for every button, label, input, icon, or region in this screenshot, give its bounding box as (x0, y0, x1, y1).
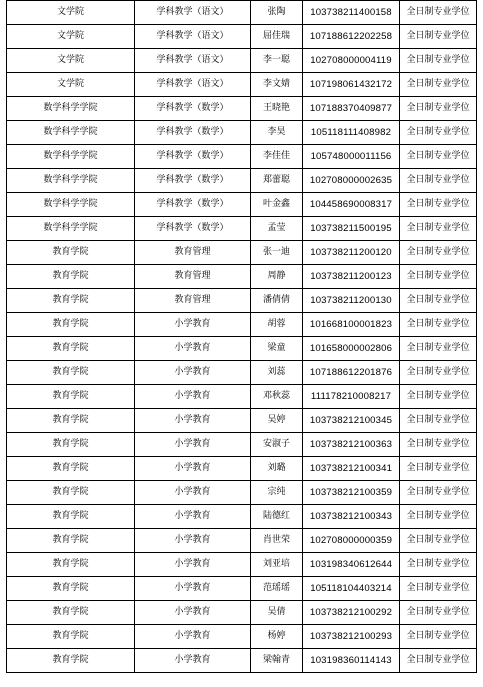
degree-type-cell: 全日制专业学位 (400, 529, 477, 553)
college-cell: 教育学院 (7, 265, 135, 289)
table-row (7, 313, 477, 337)
student-name-cell: 刘璐 (251, 457, 303, 481)
student-name-cell: 肖世荣 (251, 529, 303, 553)
student-name-cell: 邓秋蕊 (251, 385, 303, 409)
college-cell: 数学科学学院 (7, 169, 135, 193)
candidate-number-cell: 101658000002806 (303, 337, 400, 361)
degree-type-cell: 全日制专业学位 (400, 553, 477, 577)
major-cell: 学科教学（数学） (135, 121, 251, 145)
table-row (7, 361, 477, 385)
major-cell: 学科教学（数学） (135, 97, 251, 121)
table-row (7, 1, 477, 25)
table-row (7, 121, 477, 145)
degree-type-cell: 全日制专业学位 (400, 601, 477, 625)
candidate-number-cell: 103738212100292 (303, 601, 400, 625)
table-row (7, 49, 477, 73)
degree-type-cell: 全日制专业学位 (400, 385, 477, 409)
major-cell: 小学教育 (135, 625, 251, 649)
degree-type-cell: 全日制专业学位 (400, 625, 477, 649)
candidate-number-cell: 103738212100359 (303, 481, 400, 505)
college-cell: 教育学院 (7, 529, 135, 553)
table-row (7, 529, 477, 553)
college-cell: 教育学院 (7, 337, 135, 361)
degree-type-cell: 全日制专业学位 (400, 193, 477, 217)
major-cell: 教育管理 (135, 289, 251, 313)
candidate-number-cell: 103738212100363 (303, 433, 400, 457)
candidate-number-cell: 107188612202258 (303, 25, 400, 49)
student-name-cell: 范瑶瑶 (251, 577, 303, 601)
college-cell: 文学院 (7, 73, 135, 97)
candidate-number-cell: 103738211400158 (303, 1, 400, 25)
candidate-number-cell: 103738211200120 (303, 241, 400, 265)
degree-type-cell: 全日制专业学位 (400, 217, 477, 241)
candidate-number-cell: 104458690008317 (303, 193, 400, 217)
degree-type-cell: 全日制专业学位 (400, 49, 477, 73)
college-cell: 教育学院 (7, 553, 135, 577)
college-cell: 文学院 (7, 1, 135, 25)
college-cell: 文学院 (7, 25, 135, 49)
table-row (7, 433, 477, 457)
table-row (7, 457, 477, 481)
major-cell: 学科教学（语文） (135, 49, 251, 73)
student-name-cell: 杨婷 (251, 625, 303, 649)
college-cell: 教育学院 (7, 649, 135, 673)
candidate-number-cell: 102708000002635 (303, 169, 400, 193)
major-cell: 小学教育 (135, 529, 251, 553)
college-cell: 教育学院 (7, 241, 135, 265)
major-cell: 小学教育 (135, 601, 251, 625)
table-row (7, 601, 477, 625)
degree-type-cell: 全日制专业学位 (400, 169, 477, 193)
college-cell: 数学科学学院 (7, 145, 135, 169)
table-row (7, 337, 477, 361)
student-name-cell: 屈佳瑞 (251, 25, 303, 49)
table-row (7, 193, 477, 217)
college-cell: 教育学院 (7, 313, 135, 337)
college-cell: 教育学院 (7, 289, 135, 313)
college-cell: 教育学院 (7, 385, 135, 409)
degree-type-cell: 全日制专业学位 (400, 313, 477, 337)
student-name-cell: 李昊 (251, 121, 303, 145)
degree-type-cell: 全日制专业学位 (400, 121, 477, 145)
table-row (7, 409, 477, 433)
degree-type-cell: 全日制专业学位 (400, 361, 477, 385)
major-cell: 教育管理 (135, 265, 251, 289)
admission-list-table (6, 0, 477, 673)
table-row (7, 505, 477, 529)
major-cell: 小学教育 (135, 433, 251, 457)
major-cell: 学科教学（数学） (135, 169, 251, 193)
table-row (7, 289, 477, 313)
candidate-number-cell: 103738211500195 (303, 217, 400, 241)
degree-type-cell: 全日制专业学位 (400, 25, 477, 49)
admission-list-body (7, 1, 477, 673)
major-cell: 小学教育 (135, 505, 251, 529)
major-cell: 学科教学（数学） (135, 145, 251, 169)
table-row (7, 553, 477, 577)
candidate-number-cell: 107188612201876 (303, 361, 400, 385)
student-name-cell: 王晓艳 (251, 97, 303, 121)
student-name-cell: 安淑子 (251, 433, 303, 457)
college-cell: 教育学院 (7, 457, 135, 481)
candidate-number-cell: 101668100001823 (303, 313, 400, 337)
major-cell: 小学教育 (135, 361, 251, 385)
student-name-cell: 刘蕊 (251, 361, 303, 385)
degree-type-cell: 全日制专业学位 (400, 481, 477, 505)
table-row (7, 625, 477, 649)
student-name-cell: 吴婷 (251, 409, 303, 433)
candidate-number-cell: 111178210008217 (303, 385, 400, 409)
student-name-cell: 刘亚培 (251, 553, 303, 577)
college-cell: 数学科学学院 (7, 97, 135, 121)
candidate-number-cell: 107198061432172 (303, 73, 400, 97)
degree-type-cell: 全日制专业学位 (400, 505, 477, 529)
student-name-cell: 郑蕾聪 (251, 169, 303, 193)
major-cell: 小学教育 (135, 577, 251, 601)
college-cell: 教育学院 (7, 361, 135, 385)
student-name-cell: 宗纯 (251, 481, 303, 505)
table-row (7, 97, 477, 121)
major-cell: 小学教育 (135, 409, 251, 433)
college-cell: 教育学院 (7, 577, 135, 601)
major-cell: 教育管理 (135, 241, 251, 265)
degree-type-cell: 全日制专业学位 (400, 409, 477, 433)
degree-type-cell: 全日制专业学位 (400, 265, 477, 289)
candidate-number-cell: 105748000011156 (303, 145, 400, 169)
major-cell: 小学教育 (135, 385, 251, 409)
table-row (7, 649, 477, 673)
degree-type-cell: 全日制专业学位 (400, 145, 477, 169)
degree-type-cell: 全日制专业学位 (400, 337, 477, 361)
major-cell: 学科教学（数学） (135, 217, 251, 241)
college-cell: 教育学院 (7, 505, 135, 529)
student-name-cell: 李佳佳 (251, 145, 303, 169)
table-row (7, 241, 477, 265)
college-cell: 文学院 (7, 49, 135, 73)
major-cell: 小学教育 (135, 313, 251, 337)
table-row (7, 481, 477, 505)
table-row (7, 217, 477, 241)
college-cell: 教育学院 (7, 409, 135, 433)
student-name-cell: 周静 (251, 265, 303, 289)
degree-type-cell: 全日制专业学位 (400, 97, 477, 121)
degree-type-cell: 全日制专业学位 (400, 433, 477, 457)
major-cell: 小学教育 (135, 337, 251, 361)
student-name-cell: 梁童 (251, 337, 303, 361)
table-row (7, 577, 477, 601)
major-cell: 学科教学（数学） (135, 193, 251, 217)
student-name-cell: 张陶 (251, 1, 303, 25)
college-cell: 数学科学学院 (7, 193, 135, 217)
candidate-number-cell: 105118104403214 (303, 577, 400, 601)
table-row (7, 25, 477, 49)
table-row (7, 145, 477, 169)
table-row (7, 169, 477, 193)
student-name-cell: 吴倩 (251, 601, 303, 625)
college-cell: 数学科学学院 (7, 217, 135, 241)
major-cell: 小学教育 (135, 649, 251, 673)
candidate-number-cell: 103738212100345 (303, 409, 400, 433)
table-row (7, 265, 477, 289)
candidate-number-cell: 103738212100343 (303, 505, 400, 529)
degree-type-cell: 全日制专业学位 (400, 577, 477, 601)
degree-type-cell: 全日制专业学位 (400, 457, 477, 481)
student-name-cell: 孟莹 (251, 217, 303, 241)
degree-type-cell: 全日制专业学位 (400, 73, 477, 97)
college-cell: 教育学院 (7, 625, 135, 649)
major-cell: 小学教育 (135, 481, 251, 505)
candidate-number-cell: 102708000004119 (303, 49, 400, 73)
table-row (7, 73, 477, 97)
candidate-number-cell: 103738212100341 (303, 457, 400, 481)
candidate-number-cell: 103738211200130 (303, 289, 400, 313)
candidate-number-cell: 107188370409877 (303, 97, 400, 121)
student-name-cell: 陆德红 (251, 505, 303, 529)
degree-type-cell: 全日制专业学位 (400, 1, 477, 25)
college-cell: 教育学院 (7, 433, 135, 457)
college-cell: 教育学院 (7, 481, 135, 505)
degree-type-cell: 全日制专业学位 (400, 649, 477, 673)
college-cell: 数学科学学院 (7, 121, 135, 145)
student-name-cell: 胡蓉 (251, 313, 303, 337)
candidate-number-cell: 103738212100293 (303, 625, 400, 649)
major-cell: 学科教学（语文） (135, 73, 251, 97)
degree-type-cell: 全日制专业学位 (400, 289, 477, 313)
student-name-cell: 李一聪 (251, 49, 303, 73)
student-name-cell: 叶金鑫 (251, 193, 303, 217)
table-row (7, 385, 477, 409)
student-name-cell: 李文婧 (251, 73, 303, 97)
major-cell: 小学教育 (135, 457, 251, 481)
candidate-number-cell: 105118111408982 (303, 121, 400, 145)
candidate-number-cell: 103198340612644 (303, 553, 400, 577)
student-name-cell: 张一迪 (251, 241, 303, 265)
student-name-cell: 潘倩倩 (251, 289, 303, 313)
degree-type-cell: 全日制专业学位 (400, 241, 477, 265)
candidate-number-cell: 102708000000359 (303, 529, 400, 553)
college-cell: 教育学院 (7, 601, 135, 625)
student-name-cell: 梁翰青 (251, 649, 303, 673)
major-cell: 小学教育 (135, 553, 251, 577)
candidate-number-cell: 103738211200123 (303, 265, 400, 289)
major-cell: 学科教学（语文） (135, 1, 251, 25)
candidate-number-cell: 103198360114143 (303, 649, 400, 673)
major-cell: 学科教学（语文） (135, 25, 251, 49)
